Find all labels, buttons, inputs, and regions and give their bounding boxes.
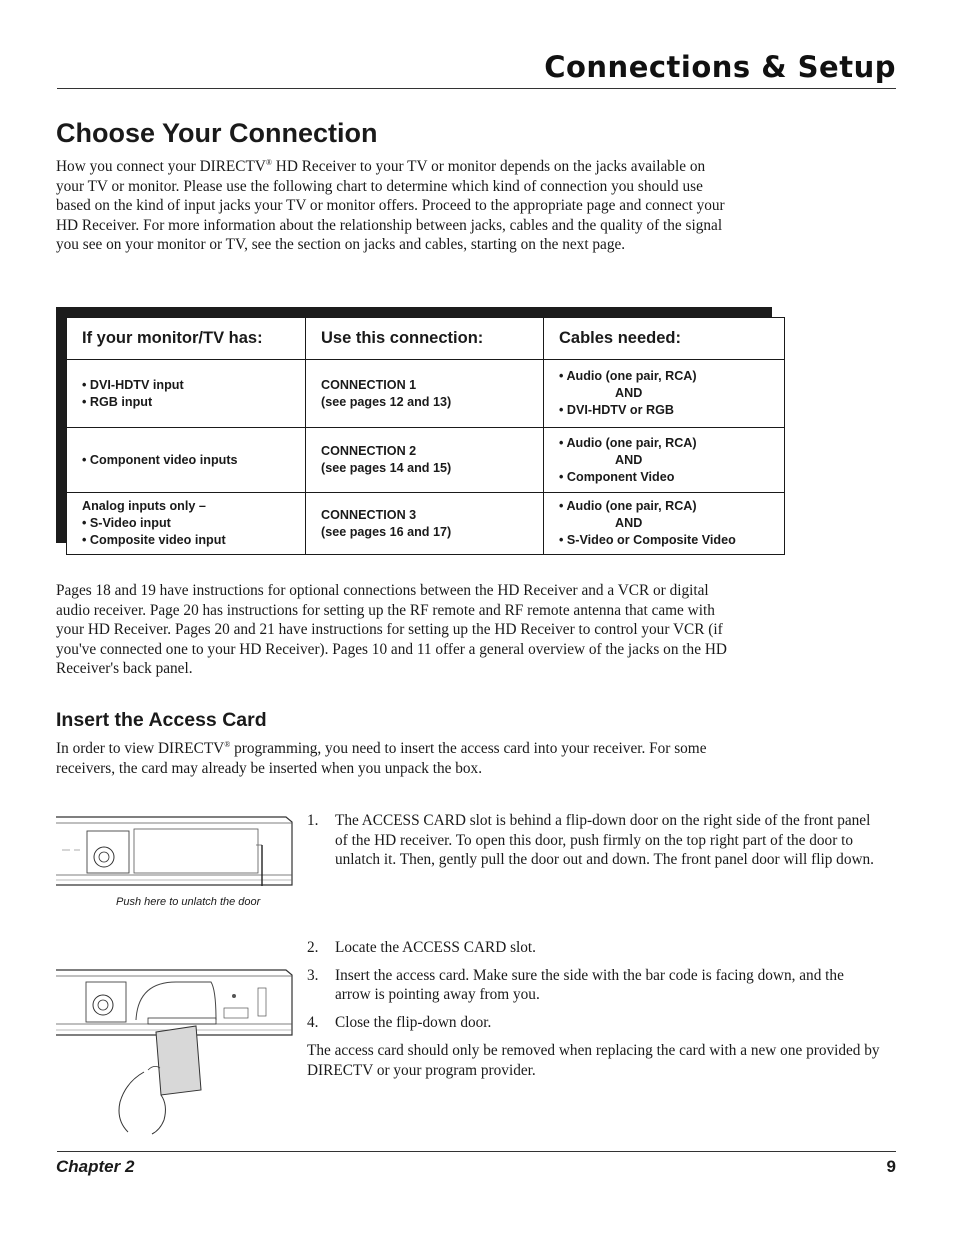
column-header: If your monitor/TV has: <box>67 318 306 360</box>
access-card-intro: In order to view DIRECTV® programming, you need to insert the access card into your receiver. For some receivers, the card may already be inserted when you unpack the box. <box>56 740 707 777</box>
after-table-paragraph: Pages 18 and 19 have instructions for optional connections between the HD Receiver and a VCR or digital audio receiver. Page 20 has instructions for setting up the RF remote and RF remote antenna that came with your HD Receiver. Pages 20 and 21 have instructions for setting up the HD Receiver to control your VCR (if you've connected one to your HD Receiver). Pages 10 and 11 offer a general overview of the jacks on the HD Receiver's back panel. <box>56 582 727 678</box>
illustration-caption: Push here to unlatch the door <box>116 896 261 908</box>
table-row <box>67 493 785 555</box>
receiver-front-panel-illustration <box>56 810 296 895</box>
list-item: 3. Insert the access card. Make sure the side with the bar code is facing down, and the arrow is pointing away from you. <box>307 966 844 1004</box>
page-title: Choose Your Connection <box>56 118 378 148</box>
registered-mark: ® <box>224 740 231 749</box>
table-cell: CONNECTION 3 (see pages 16 and 17) <box>306 493 544 555</box>
table-row <box>67 360 785 428</box>
list-item: 4. Close the flip-down door. <box>307 1013 492 1031</box>
registered-mark: ® <box>265 158 272 167</box>
table-cell: • DVI-HDTV input • RGB input <box>67 360 306 428</box>
footer-divider <box>57 1151 896 1152</box>
section-title: Insert the Access Card <box>56 709 267 731</box>
insert-card-illustration <box>56 960 296 1135</box>
table-header-row <box>67 318 785 360</box>
list-item: 1. The ACCESS CARD slot is behind a flip-down door on the right side of the front panel of the HD receiver. To open this door, push firmly on the top right part of the door to unlatch it. Then, gently pull the door out and down. The front panel door will flip down. <box>307 812 874 869</box>
connection-chart <box>66 317 785 555</box>
closing-paragraph: The access card should only be removed when replacing the card with a new one provided by DIRECTV or your program provider. <box>307 1042 880 1079</box>
table-cell: • Audio (one pair, RCA) AND • DVI-HDTV or RGB <box>544 360 785 428</box>
column-header: Cables needed: <box>544 318 785 360</box>
footer-chapter: Chapter 2 <box>56 1157 135 1176</box>
table-cell: • Component video inputs <box>67 428 306 493</box>
column-header: Use this connection: <box>306 318 544 360</box>
steps-list-2 <box>307 938 881 1032</box>
table-row <box>67 428 785 493</box>
section-header-title: Connections & Setup <box>544 50 896 84</box>
page-number: 9 <box>886 1157 896 1176</box>
table-cell: CONNECTION 1 (see pages 12 and 13) <box>306 360 544 428</box>
table-cell: • Audio (one pair, RCA) AND • S-Video or Composite Video <box>544 493 785 555</box>
table-cell: Analog inputs only – • S-Video input • Composite video input <box>67 493 306 555</box>
intro-paragraph: How you connect your DIRECTV® HD Receiver to your TV or monitor depends on the jacks available on your TV or monitor. Please use the following chart to determine which kind of connection you should use based on the kind of input jacks your TV or monitor offers. Proceed to the appropriate page and connect your HD Receiver. For more information about the relationship between jacks, cables and the quality of the signal you see on your monitor or TV, see the section on jacks and cables, starting on the next page. <box>56 158 725 254</box>
table-cell: CONNECTION 2 (see pages 14 and 15) <box>306 428 544 493</box>
header-divider <box>57 88 896 89</box>
list-item: 2. Locate the ACCESS CARD slot. <box>307 939 536 956</box>
table-cell: • Audio (one pair, RCA) AND • Component Video <box>544 428 785 493</box>
steps-list-1 <box>307 811 881 870</box>
